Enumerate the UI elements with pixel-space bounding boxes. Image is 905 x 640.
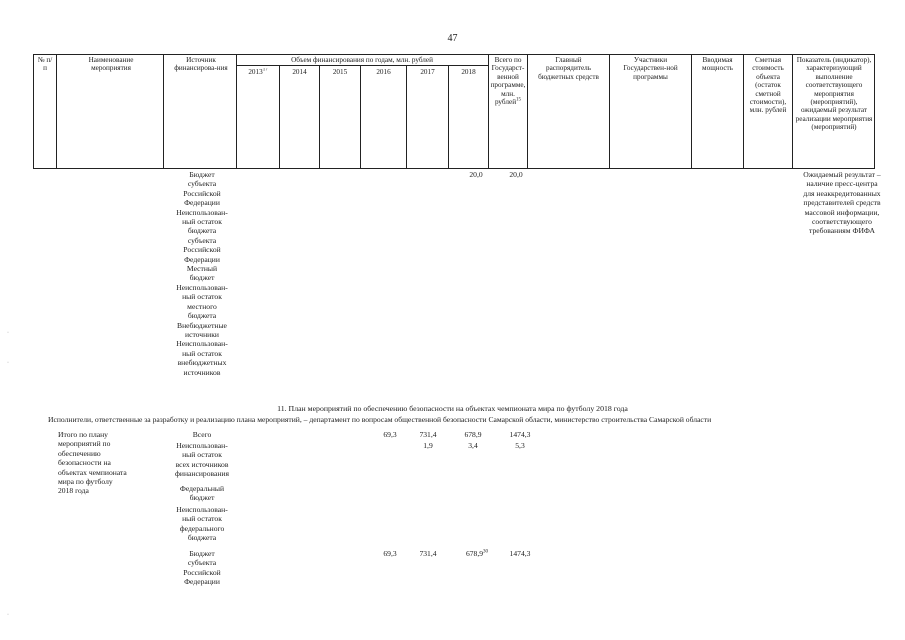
totals-row-total: 1474,3: [509, 430, 531, 439]
col-divider: [792, 54, 793, 169]
col-divider: [163, 54, 164, 169]
header-year-2013: 2013$^{17}$: [248, 68, 268, 76]
col-divider: [319, 65, 320, 169]
header-year-2015: 2015: [332, 68, 348, 76]
totals-row-2018: 678,9$^{30}$: [465, 549, 489, 558]
header-funding-volume: Объем финансирования по годам, млн. рублей: [291, 56, 433, 64]
header-funding-source: Источник финансирова-ния: [174, 56, 228, 73]
totals-row-total: 5,3: [515, 441, 525, 450]
header-indicator: Показатель (индикатор), характеризующий выполнение соответствующего мероприятия (мероприятий), ожидаемый результат реализации мероприятия (мероприятий): [795, 56, 873, 132]
header-estimated-cost: Сметная стоимость объекта (остаток сметной стоимости), млн. рублей: [749, 56, 787, 115]
header-number: № п/п: [37, 56, 53, 73]
totals-row-2016: 69,3: [383, 549, 397, 558]
col-divider: [874, 54, 875, 169]
col-divider: [33, 54, 34, 169]
col-divider: [406, 65, 407, 169]
section-title: 11. План мероприятий по обеспечению безопасности на объектах чемпионата мира по футболу 2018 года: [277, 404, 628, 413]
header-participants: Участники Государствен-ной программы: [623, 56, 678, 81]
col-divider: [360, 65, 361, 169]
totals-row-source: Всего: [192, 430, 212, 439]
header-chief-administrator: Главный распорядитель бюджетных средств: [538, 56, 599, 81]
totals-row-2018: 678,9: [464, 430, 482, 439]
totals-row-source: Федеральный бюджет: [179, 484, 225, 503]
header-total-program: Всего по Государст-венной программе, млн. рублей$^{15}$: [490, 56, 526, 107]
block1-expected-result: Ожидаемый результат – наличие пресс-центра для неаккредитованных представителей средств массовой информации, соответствующего требованиям ФИФА: [803, 170, 881, 236]
col-divider: [527, 54, 528, 169]
totals-row-source: Бюджет субъекта Российской Федерации: [183, 549, 221, 587]
totals-row-2017: 731,4: [419, 549, 437, 558]
col-divider: [448, 65, 449, 169]
col-divider: [609, 54, 610, 169]
header-year-2014: 2014: [292, 68, 307, 76]
header-bottom-border: [33, 168, 875, 169]
header-capacity: Вводимая мощность: [702, 56, 733, 73]
block1-value-total: 20,0: [509, 170, 523, 179]
totals-row-2017: 1,9: [423, 441, 433, 450]
header-activity-name: Наименование мероприятия: [88, 56, 134, 73]
scan-mark: ·: [7, 330, 9, 336]
col-divider: [56, 54, 57, 169]
totals-row-total: 1474,3: [509, 549, 531, 558]
header-top-border: [33, 54, 875, 55]
header-year-2018: 2018: [461, 68, 476, 76]
block1-sources: Бюджет субъекта Российской Федерации Неиспользован- ный остаток бюджета субъекта Российской Федерации Местный бюджет Неиспользован- ный остаток местного бюджета Внебюджетные источники Неиспользован- ный остаток внебюджетных источников: [176, 170, 228, 377]
col-divider: [279, 65, 280, 169]
scan-mark: ·: [7, 612, 9, 618]
block1-value-2018: 20,0: [469, 170, 483, 179]
totals-row-2016: 69,3: [383, 430, 397, 439]
scan-mark: ·: [7, 360, 9, 366]
header-year-2016: 2016: [376, 68, 391, 76]
totals-row-2018: 3,4: [468, 441, 478, 450]
totals-row-source: Неиспользован- ный остаток всех источников финансирования: [175, 441, 229, 479]
header-year-2017: 2017: [420, 68, 435, 76]
totals-label: Итого по плану мероприятий по обеспечению безопасности на объектах чемпионата мира по футболу 2018 года: [58, 430, 127, 496]
col-divider: [691, 54, 692, 169]
page-number: 47: [447, 33, 458, 44]
section-executors: Исполнители, ответственные за разработку и реализацию плана мероприятий, – департамент по вопросам общественной безопасности Самарской области, министерство строительства Самарской области: [48, 415, 712, 424]
totals-row-2017: 731,4: [419, 430, 437, 439]
totals-row-source: Неиспользован- ный остаток федерального бюджета: [176, 505, 228, 543]
years-divider-line: [236, 65, 488, 66]
